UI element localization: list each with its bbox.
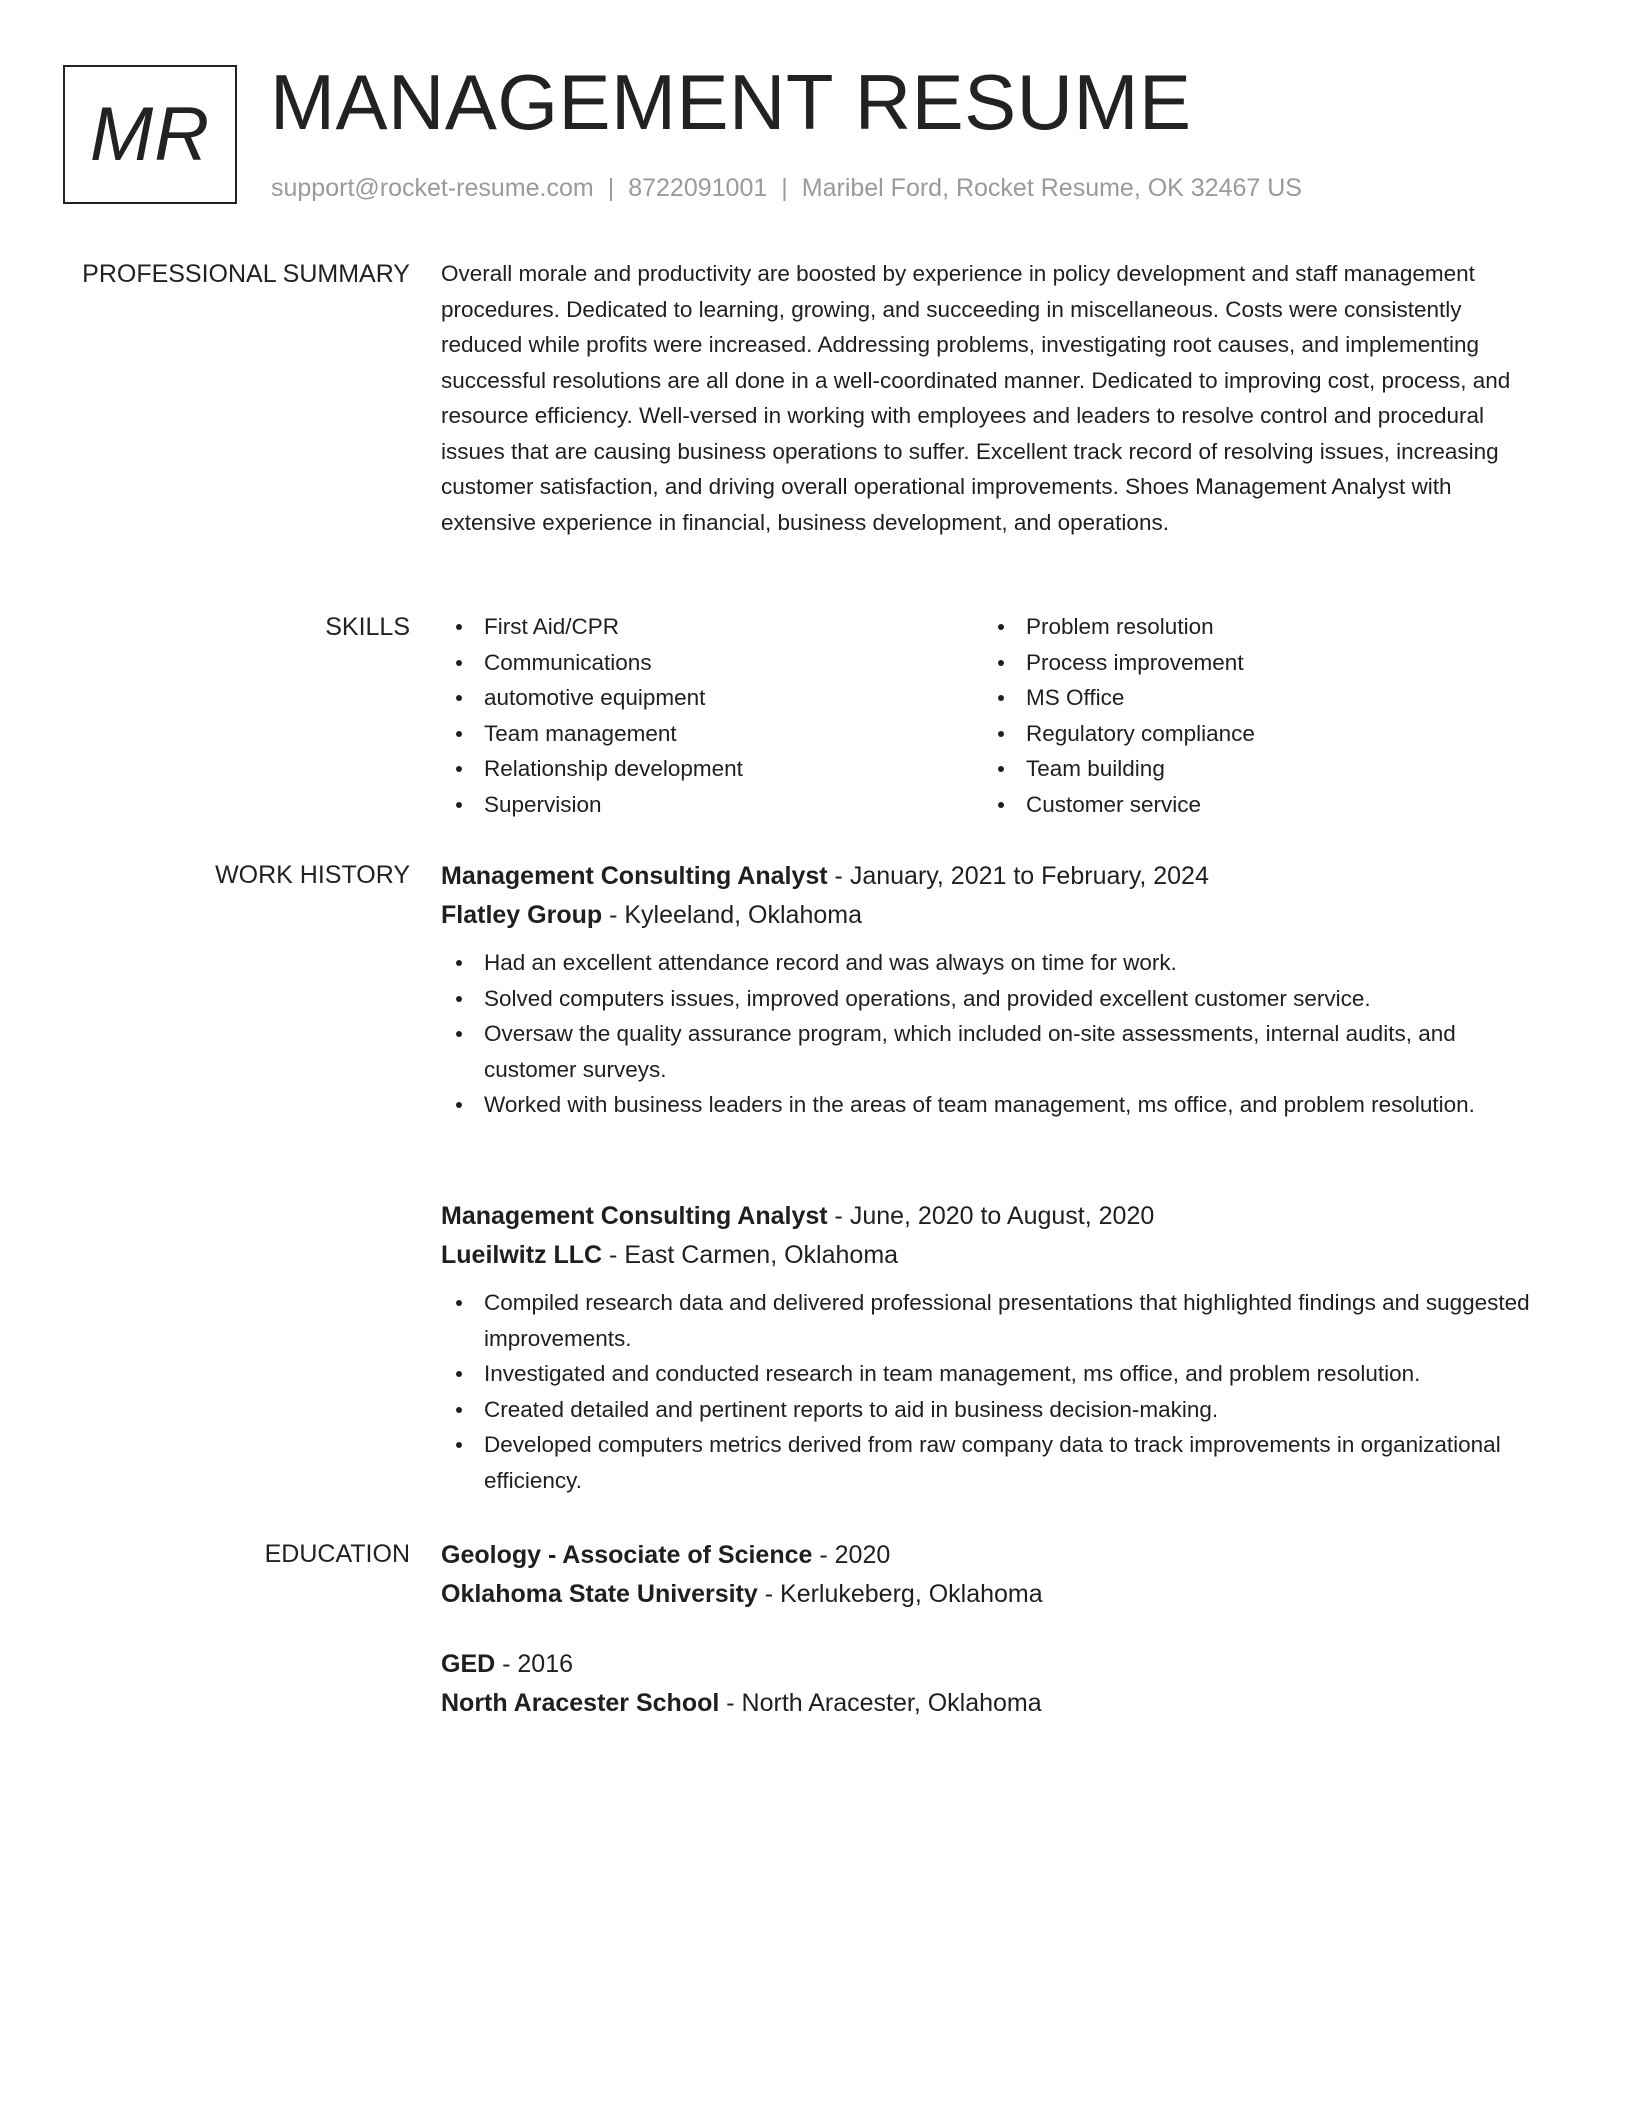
job-entry bbox=[441, 857, 1541, 1123]
skill-item: Regulatory compliance bbox=[983, 716, 1525, 752]
section-label-skills: SKILLS bbox=[325, 613, 410, 641]
job-bullet: Compiled research data and delivered professional presentations that highlighted findings and suggested improvements. bbox=[441, 1285, 1541, 1356]
summary-body bbox=[441, 256, 1541, 540]
skill-item: Supervision bbox=[441, 787, 983, 823]
summary-text: Overall morale and productivity are boosted by experience in policy development and staff management procedures. Dedicated to learning, growing, and succeeding in miscellaneous. Costs were consistently reduced while profits were increased. Addressing problems, investigating root causes, and implementing successful resolutions are all done in a well-coordinated manner. Dedicated to improving cost, process, and resource efficiency. Well-versed in working with employees and leaders to resolve control and procedural issues that are causing business operations to suffer. Excellent track record of resolving issues, increasing customer satisfaction, and driving overall operational improvements. Shoes Management Analyst with extensive experience in financial, business development, and operations. bbox=[441, 261, 1511, 535]
school-line bbox=[441, 1684, 1541, 1723]
degree-year: - 2016 bbox=[495, 1650, 574, 1678]
job-title: Management Consulting Analyst bbox=[441, 862, 828, 890]
skill-item: Team management bbox=[441, 716, 983, 752]
school-location: - Kerlukeberg, Oklahoma bbox=[757, 1580, 1043, 1608]
education-entry bbox=[441, 1645, 1541, 1723]
job-location: - Kyleeland, Oklahoma bbox=[602, 901, 862, 929]
degree-name: GED bbox=[441, 1650, 496, 1678]
skill-item: First Aid/CPR bbox=[441, 609, 983, 645]
job-title: Management Consulting Analyst bbox=[441, 1202, 828, 1230]
skills-list-right bbox=[983, 609, 1525, 822]
contact-address: Maribel Ford, Rocket Resume, OK 32467 US bbox=[801, 174, 1302, 202]
skill-item: Process improvement bbox=[983, 645, 1525, 681]
contact-separator: | bbox=[781, 174, 788, 202]
job-bullet: Had an excellent attendance record and was always on time for work. bbox=[441, 945, 1541, 981]
skill-item: automotive equipment bbox=[441, 680, 983, 716]
skills-list-left bbox=[441, 609, 983, 822]
job-dates: - January, 2021 to February, 2024 bbox=[827, 862, 1209, 890]
job-company: Lueilwitz LLC bbox=[441, 1241, 603, 1269]
contact-phone[interactable]: 8722091001 bbox=[628, 174, 768, 202]
contact-email[interactable]: support@rocket-resume.com bbox=[271, 174, 594, 202]
job-company-line bbox=[441, 896, 1541, 935]
contact-line bbox=[271, 170, 1302, 206]
degree-year: - 2020 bbox=[812, 1541, 891, 1569]
job-company: Flatley Group bbox=[441, 901, 603, 929]
job-company-line bbox=[441, 1236, 1541, 1275]
job-title-line bbox=[441, 1197, 1541, 1236]
skill-item: Relationship development bbox=[441, 751, 983, 787]
school-name: Oklahoma State University bbox=[441, 1580, 758, 1608]
contact-separator: | bbox=[607, 174, 615, 202]
skills-body bbox=[441, 609, 1541, 822]
degree-line bbox=[441, 1536, 1541, 1575]
monogram-logo: MR bbox=[63, 65, 237, 204]
school-line bbox=[441, 1575, 1541, 1614]
education-entry bbox=[441, 1536, 1541, 1614]
job-entry bbox=[441, 1197, 1541, 1498]
school-name: North Aracester School bbox=[441, 1689, 720, 1717]
job-bullet: Oversaw the quality assurance program, which included on-site assessments, internal audits, and customer surveys. bbox=[441, 1016, 1541, 1087]
job-bullet: Created detailed and pertinent reports to aid in business decision-making. bbox=[441, 1392, 1541, 1428]
job-dates: - June, 2020 to August, 2020 bbox=[827, 1202, 1155, 1230]
degree-name: Geology - Associate of Science bbox=[441, 1541, 813, 1569]
skills-columns bbox=[441, 609, 1541, 822]
job-bullet: Solved computers issues, improved operations, and provided excellent customer service. bbox=[441, 981, 1541, 1017]
section-label-education: EDUCATION bbox=[264, 1540, 410, 1568]
resume-title: MANAGEMENT RESUME bbox=[270, 58, 1192, 146]
skill-item: MS Office bbox=[983, 680, 1525, 716]
skill-item: Customer service bbox=[983, 787, 1525, 823]
degree-line bbox=[441, 1645, 1541, 1684]
section-label-summary: PROFESSIONAL SUMMARY bbox=[82, 260, 410, 288]
section-label-work-history: WORK HISTORY bbox=[215, 861, 410, 889]
job-bullet: Worked with business leaders in the areas of team management, ms office, and problem resolution. bbox=[441, 1087, 1541, 1123]
skill-item: Team building bbox=[983, 751, 1525, 787]
skill-item: Communications bbox=[441, 645, 983, 681]
skill-item: Problem resolution bbox=[983, 609, 1525, 645]
job-bullet-list bbox=[441, 1285, 1541, 1498]
job-location: - East Carmen, Oklahoma bbox=[602, 1241, 899, 1269]
job-title-line bbox=[441, 857, 1541, 896]
job-bullet: Developed computers metrics derived from raw company data to track improvements in organizational efficiency. bbox=[441, 1427, 1541, 1498]
job-bullet-list bbox=[441, 945, 1541, 1123]
school-location: - North Aracester, Oklahoma bbox=[719, 1689, 1042, 1717]
job-bullet: Investigated and conducted research in team management, ms office, and problem resolution. bbox=[441, 1356, 1541, 1392]
